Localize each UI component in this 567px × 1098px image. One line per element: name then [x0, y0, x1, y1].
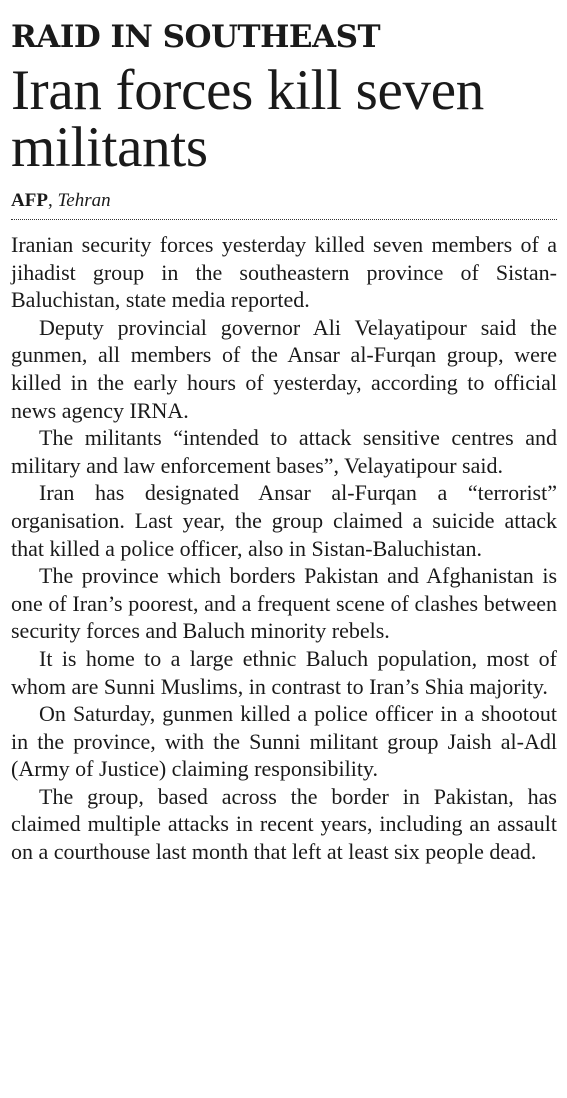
article-paragraph: The militants “intended to attack sensitive centres and military and law enforcement bases”, Velayatipour said.: [11, 425, 557, 478]
article-headline: Iran forces kill seven militants: [11, 59, 484, 179]
byline-separator: ,: [47, 190, 58, 211]
news-article: [11, 18, 557, 866]
article-kicker: RAID IN SOUTHEAST: [11, 19, 381, 55]
article-paragraph: On Saturday, gunmen killed a police officer in a shootout in the province, with the Sunni militant group Jaish al-Adl (Army of Justice) claiming responsibility.: [11, 701, 557, 782]
article-byline: [11, 189, 557, 213]
article-paragraph: It is home to a large ethnic Baluch population, most of whom are Sunni Muslims, in contrast to Iran’s Shia majority.: [11, 645, 557, 699]
article-paragraph: Iranian security forces yesterday killed seven members of a jihadist group in the southeastern province of Sistan-Baluchistan, state media reported.: [11, 232, 557, 313]
article-body: [11, 231, 557, 866]
article-paragraph: Iran has designated Ansar al-Furqan a “terrorist” organisation. Last year, the group claimed a suicide attack that killed a police officer, also in Sistan-Baluchistan.: [11, 480, 557, 561]
article-paragraph: The province which borders Pakistan and Afghanistan is one of Iran’s poorest, and a frequent scene of clashes between security forces and Baluch minority rebels.: [11, 563, 557, 644]
article-paragraph: Deputy provincial governor Ali Velayatipour said the gunmen, all members of the Ansar al-Furqan group, were killed in the early hours of yesterday, according to official news agency IRNA.: [11, 314, 557, 423]
byline-location: Tehran: [57, 190, 111, 211]
dotted-divider: [11, 219, 557, 220]
byline-agency: AFP: [11, 190, 48, 211]
article-paragraph: The group, based across the border in Pakistan, has claimed multiple attacks in recent years, including an assault on a courthouse last month that left at least six people dead.: [11, 783, 557, 865]
